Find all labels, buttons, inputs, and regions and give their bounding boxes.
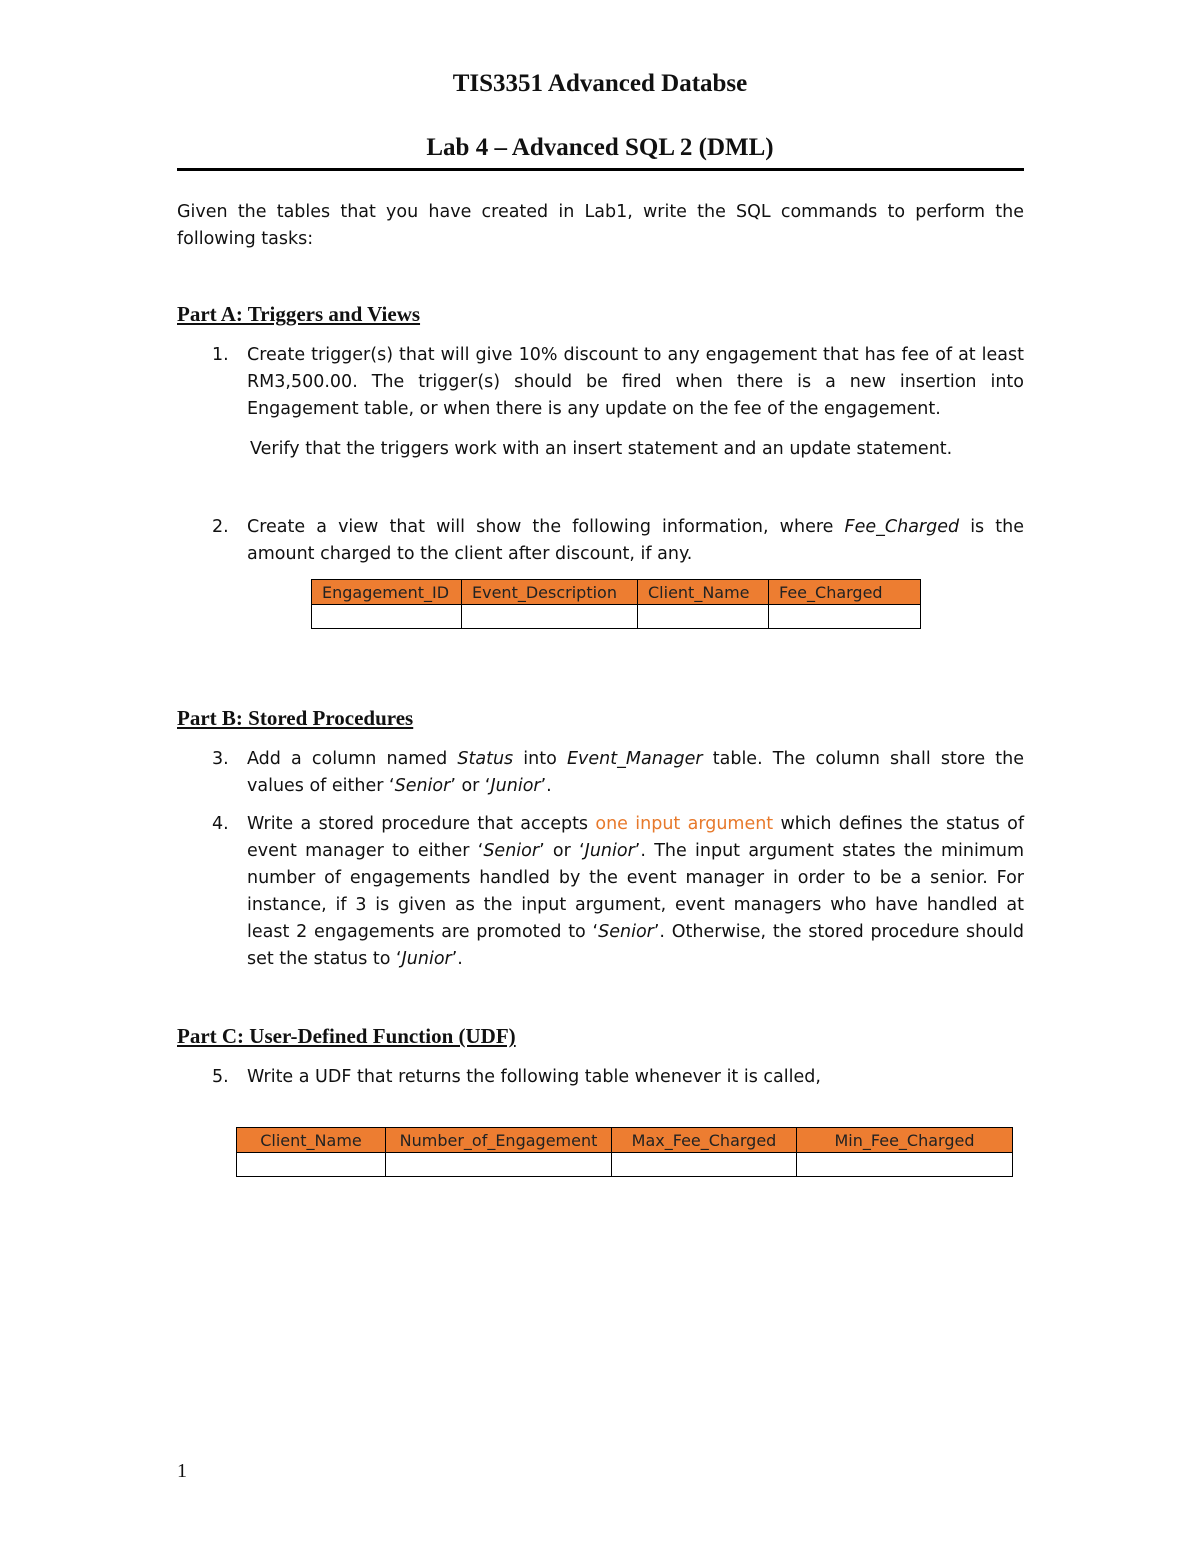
table-cell xyxy=(386,1153,612,1177)
table-header-cell: Min_Fee_Charged xyxy=(797,1128,1013,1153)
text-run: Write a stored procedure that accepts xyxy=(247,814,596,834)
text-run: is the amount charged to the client after discount, if any. xyxy=(247,517,1024,564)
document-subtitle: Lab 4 – Advanced SQL 2 (DML) xyxy=(426,134,774,161)
italic-term: Fee_Charged xyxy=(844,517,960,537)
intro-paragraph: Given the tables that you have created in Lab1, write the SQL commands to perform the following tasks: xyxy=(177,202,1024,249)
text-run: which defines the status of event manager to either ‘ xyxy=(247,814,1024,861)
italic-term: Junior xyxy=(584,841,635,861)
task-number: 4. xyxy=(212,814,229,834)
table-header-cell: Fee_Charged xyxy=(769,580,921,605)
table-row xyxy=(237,1153,1013,1177)
task-text xyxy=(247,514,1024,568)
table-cell xyxy=(462,605,638,629)
table-header-cell: Number_of_Engagement xyxy=(386,1128,612,1153)
text-run: table. The column shall store the values of either ‘ xyxy=(247,749,1025,796)
table-header-cell: Max_Fee_Charged xyxy=(612,1128,797,1153)
page-number: 1 xyxy=(177,1460,187,1482)
italic-term: Senior xyxy=(483,841,540,861)
table-cell xyxy=(237,1153,386,1177)
table-header-row xyxy=(237,1128,1013,1153)
table-cell xyxy=(638,605,769,629)
text-run: ’. xyxy=(540,776,552,796)
task-number: 5. xyxy=(212,1067,229,1087)
table-header-cell: Client_Name xyxy=(638,580,769,605)
table-row xyxy=(312,605,921,629)
italic-term: Senior xyxy=(394,776,451,796)
italic-term: Status xyxy=(457,749,514,769)
document-title: TIS3351 Advanced Databse xyxy=(452,70,748,97)
italic-term: Senior xyxy=(598,922,654,942)
task-text: Write a UDF that returns the following table whenever it is called, xyxy=(247,1067,821,1087)
italic-term: Junior xyxy=(490,776,541,796)
table-cell xyxy=(312,605,462,629)
view-columns-table xyxy=(311,579,921,629)
text-run: ’. xyxy=(451,949,463,969)
text-run: ’ or ‘ xyxy=(450,776,491,796)
text-run: into xyxy=(513,749,567,769)
table-cell xyxy=(769,605,921,629)
task-text: Create trigger(s) that will give 10% discount to any engagement that has fee of at least RM3,500.00. The trigger(s) should be fired when there is a new insertion into Engagement table, or when there is any update on the fee of the engagement. xyxy=(247,345,1024,419)
part-c-heading: Part C: User-Defined Function (UDF) xyxy=(177,1024,516,1048)
text-run: ’. Otherwise, the stored procedure should set the status to ‘ xyxy=(247,922,1025,969)
text-run: Create a view that will show the following information, where xyxy=(247,517,845,537)
italic-term: Junior xyxy=(401,949,452,969)
table-header-cell: Client_Name xyxy=(237,1128,386,1153)
task-text xyxy=(247,746,1024,800)
part-a-heading: Part A: Triggers and Views xyxy=(177,302,421,326)
task-number: 2. xyxy=(212,517,229,537)
part-b-heading: Part B: Stored Procedures xyxy=(177,706,414,730)
udf-result-table xyxy=(236,1127,1013,1177)
title-rule xyxy=(177,168,1024,171)
task-number: 3. xyxy=(212,749,229,769)
text-run: ’. The input argument states the minimum number of engagements handled by the event manager in order to be a senior. For instance, if 3 is given as the input argument, event managers who have handled at least 2 engagements are promoted to ‘ xyxy=(247,841,1024,942)
task-text xyxy=(247,811,1024,973)
table-cell xyxy=(797,1153,1013,1177)
table-header-cell: Engagement_ID xyxy=(312,580,462,605)
task-1-verify-note: Verify that the triggers work with an insert statement and an update statement. xyxy=(250,439,953,459)
table-header-cell: Event_Description xyxy=(462,580,638,605)
highlighted-term: one input argument xyxy=(595,814,774,834)
italic-term: Event_Manager xyxy=(567,749,703,769)
task-number: 1. xyxy=(212,345,229,365)
text-run: ’ or ‘ xyxy=(539,841,585,861)
table-header-row xyxy=(312,580,921,605)
table-cell xyxy=(612,1153,797,1177)
text-run: Add a column named xyxy=(247,749,458,769)
